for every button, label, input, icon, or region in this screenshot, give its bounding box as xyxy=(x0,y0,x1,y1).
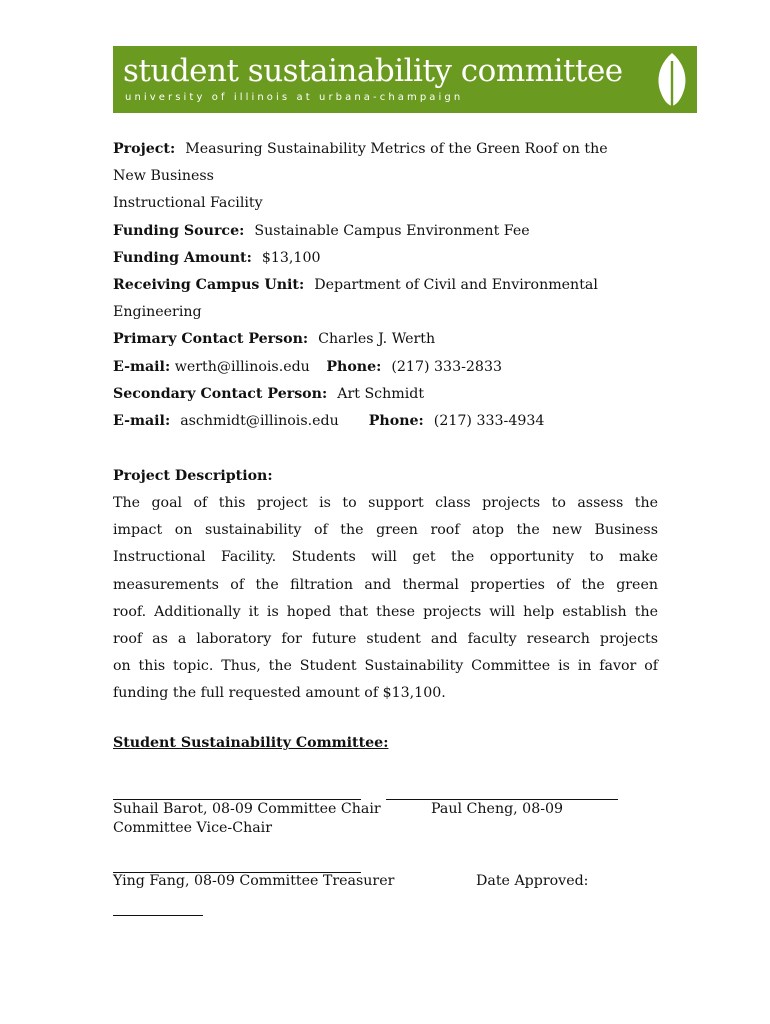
vice-chair-name: Paul Cheng, 08-09 xyxy=(431,801,564,817)
primary-email-label: E-mail: xyxy=(113,358,171,375)
description-heading: Project Description: xyxy=(113,468,273,484)
funding-source-line xyxy=(113,218,673,245)
project-value-line2: New Business xyxy=(113,168,214,185)
receiving-unit-line xyxy=(113,272,673,299)
secondary-contact-line xyxy=(113,381,673,408)
primary-email-value: werth@illinois.edu xyxy=(174,358,310,375)
primary-contact-line xyxy=(113,326,673,353)
date-approved-line xyxy=(113,915,203,916)
description-line: measurements of the filtration and thermal properties of the green xyxy=(113,576,658,593)
secondary-contact-value: Art Schmidt xyxy=(337,385,425,402)
secondary-phone-label: Phone: xyxy=(368,412,424,429)
funding-amount-value: $13,100 xyxy=(261,249,321,266)
description-line: roof as a laboratory for future student and faculty research projects xyxy=(113,631,658,648)
date-approved-label: Date Approved: xyxy=(476,873,589,889)
committee-heading: Student Sustainability Committee: xyxy=(113,735,389,751)
banner-title: student sustainability committee xyxy=(123,53,623,89)
project-line xyxy=(113,136,673,163)
header-banner xyxy=(113,46,697,113)
description-line: funding the full requested amount of $13,100. xyxy=(113,685,446,702)
secondary-email-value: aschmidt@illinois.edu xyxy=(180,412,339,429)
secondary-contact-label: Secondary Contact Person: xyxy=(113,385,328,402)
primary-phone-value: (217) 333-2833 xyxy=(391,358,503,375)
project-info xyxy=(113,136,673,435)
project-value-line3: Instructional Facility xyxy=(113,195,263,212)
description-line: on this topic. Thus, the Student Sustainability Committee is in favor of xyxy=(113,658,658,675)
secondary-email-line xyxy=(113,408,673,435)
primary-contact-label: Primary Contact Person: xyxy=(113,331,309,348)
description-line: roof. Additionally it is hoped that these projects will help establish the xyxy=(113,603,658,620)
description-line: impact on sustainability of the green roof atop the new Business xyxy=(113,522,658,539)
funding-source-value: Sustainable Campus Environment Fee xyxy=(254,222,530,239)
primary-contact-value: Charles J. Werth xyxy=(318,331,436,348)
funding-amount-line xyxy=(113,245,673,272)
secondary-phone-value: (217) 333-4934 xyxy=(433,412,545,429)
chair-name: Suhail Barot, 08-09 Committee Chair xyxy=(113,801,381,817)
receiving-unit-value-line2: Engineering xyxy=(113,304,202,321)
description-line: The goal of this project is to support class projects to assess the xyxy=(113,495,658,511)
project-label: Project: xyxy=(113,141,176,157)
leaf-icon xyxy=(653,51,691,108)
description-line: Instructional Facility. Students will get the opportunity to make xyxy=(113,549,658,566)
project-description xyxy=(113,468,658,708)
primary-phone-label: Phone: xyxy=(326,358,382,375)
banner-subtitle: university of illinois at urbana-champaign xyxy=(125,92,464,103)
receiving-unit-label: Receiving Campus Unit: xyxy=(113,276,305,293)
receiving-unit-value: Department of Civil and Environmental xyxy=(314,276,598,293)
vice-chair-title: Committee Vice-Chair xyxy=(113,820,272,836)
funding-amount-label: Funding Amount: xyxy=(113,249,252,266)
secondary-email-label: E-mail: xyxy=(113,412,171,429)
funding-source-label: Funding Source: xyxy=(113,222,245,239)
project-value: Measuring Sustainability Metrics of the Green Roof on the xyxy=(185,141,608,157)
primary-email-line xyxy=(113,354,673,381)
treasurer-name: Ying Fang, 08-09 Committee Treasurer xyxy=(113,873,395,889)
